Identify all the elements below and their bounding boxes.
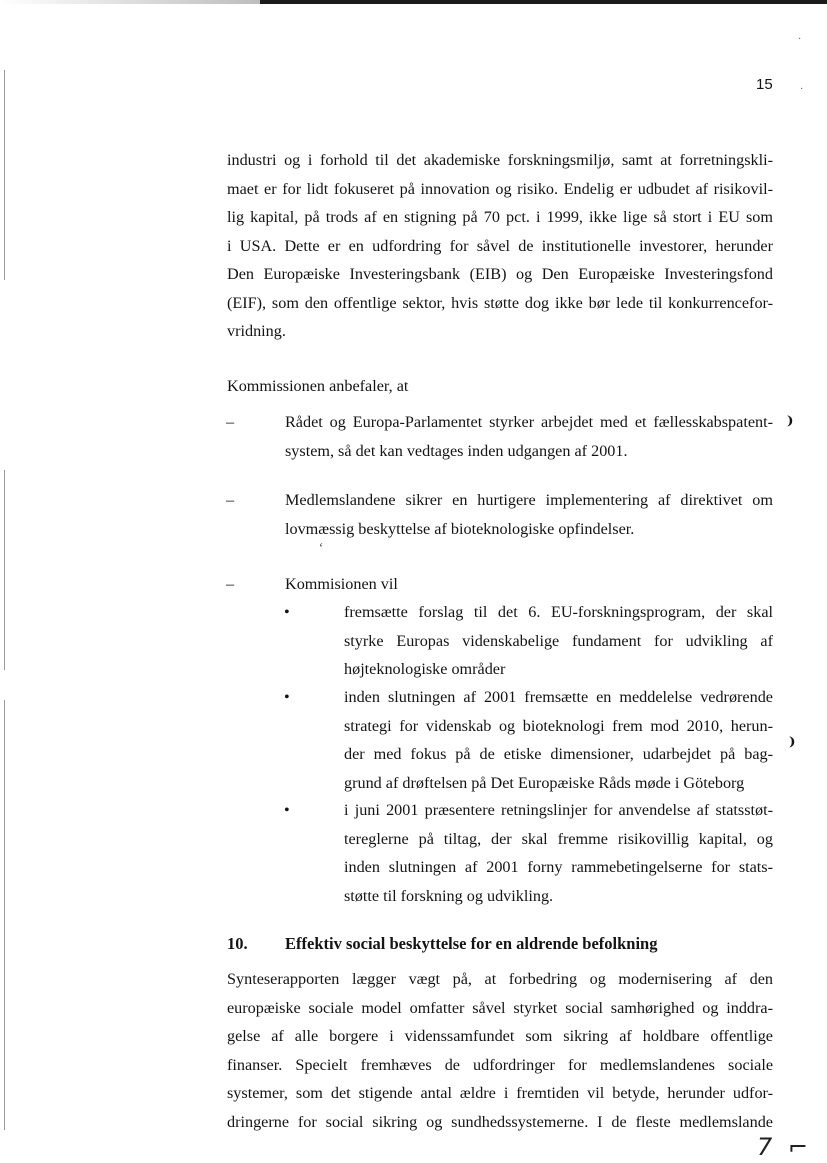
scan-top-border-fade (0, 0, 260, 4)
text-line: dringerne for social sikring og sundhedssystemerne. I de fleste medlemslande (227, 1112, 773, 1131)
page-number: 15 (756, 76, 773, 93)
text-line: inden slutningen af 2001 fremsætte en meddelelse vedrørende (344, 688, 773, 706)
scan-left-edge-mark (4, 70, 5, 280)
text-line: Den Europæiske Investeringsbank (EIB) og Den Europæiske Investeringsfond (227, 265, 773, 283)
recommendations-lead: Kommissionen anbefaler, at (227, 377, 409, 395)
scan-left-edge-mark (4, 700, 5, 1130)
scan-speck: · (798, 34, 802, 45)
text-line: finanser. Specielt fremhæves de udfordringer for medlemslandenes sociale (227, 1055, 773, 1074)
recommendation-item (285, 486, 773, 543)
margin-mark: ⁾ (789, 733, 796, 758)
bullet-marker: • (284, 801, 290, 819)
text-line: støtte til forskning og udvikling. (344, 886, 554, 905)
text-line: inden slutningen af 2001 forny rammebetingelserne for stats- (344, 858, 773, 876)
text-line: Kommisionen vil (285, 575, 398, 593)
section-number: 10. (227, 934, 248, 953)
text-line: maet er for lidt fokuseret på innovation og risiko. Endelig er udbudet af risikovil- (227, 179, 773, 198)
text-line: Rådet og Europa-Parlamentet styrker arbejdet med et fællesskabspatent- (285, 413, 773, 431)
margin-mark: ⁾ (787, 412, 794, 437)
bullet-marker: • (284, 688, 290, 706)
sub-item (344, 683, 773, 797)
text-line: systemer, som det stigende antal ældre i fremtiden vil betyde, herunder udfor- (227, 1084, 773, 1102)
section-paragraph (227, 965, 773, 1136)
text-line: tereglerne på tiltag, der skal fremme risikovillig kapital, og (344, 829, 773, 848)
scan-left-edge-mark (4, 470, 5, 670)
text-line: i juni 2001 præsentere retningslinjer for anvendelse af statsstøt- (344, 801, 773, 819)
recommendation-item (285, 408, 773, 465)
text-line: industri og i forhold til det akademiske forskningsmiljø, samt at forretningskli- (227, 151, 773, 169)
sub-item (344, 598, 773, 684)
text-line: grund af drøftelsen på Det Europæiske Råds møde i Göteborg (344, 773, 745, 792)
text-line: der med fokus på de etiske dimensioner, udarbejdet på bag- (344, 745, 773, 763)
section-heading: Effektiv social beskyttelse for en aldrende befolkning (285, 934, 658, 953)
text-line: strategi for videnskab og bioteknologi frem mod 2010, herun- (344, 716, 773, 735)
text-line: lovmæssig beskyttelse af bioteknologiske opfindelser. (285, 519, 635, 538)
text-line: Synteserapporten lægger vægt på, at forbedring og modernisering af den (227, 970, 773, 988)
text-line: i USA. Dette er en udfordring for såvel de institutionelle investorer, herunder (227, 236, 773, 255)
handwritten-note: 7 ⌐ (757, 1133, 813, 1161)
bullet-marker: • (284, 603, 290, 621)
text-line: Medlemslandene sikrer en hurtigere implementering af direktivet om (285, 491, 773, 509)
text-line: gelse af alle borgere i videnssamfundet som sikring af holdbare offentlige (227, 1027, 773, 1045)
text-line: (EIF), som den offentlige sektor, hvis støtte dog ikke bør lede til konkurrencefor- (227, 293, 773, 312)
dash-marker: – (226, 413, 235, 431)
text-line: styrke Europas videnskabelige fundament for udvikling af (344, 631, 773, 650)
text-line: system, så det kan vedtages inden udgangen af 2001. (285, 441, 628, 460)
text-line: fremsætte forslag til det 6. EU-forskningsprogram, der skal (344, 603, 773, 621)
scan-speck: ʻ (318, 541, 323, 556)
recommendation-item (285, 570, 773, 599)
intro-paragraph (227, 146, 773, 346)
sub-item (344, 796, 773, 910)
dash-marker: – (226, 575, 235, 593)
dash-marker: – (226, 491, 235, 509)
text-line: europæiske sociale model omfatter såvel styrket social samhørighed og inddra- (227, 998, 773, 1017)
text-line: vridning. (227, 322, 286, 340)
text-line: lig kapital, på trods af en stigning på 70 pct. i 1999, ikke lige så stort i EU som (227, 208, 773, 226)
text-line: højteknologiske områder (344, 660, 506, 678)
scan-speck: · (800, 84, 804, 95)
